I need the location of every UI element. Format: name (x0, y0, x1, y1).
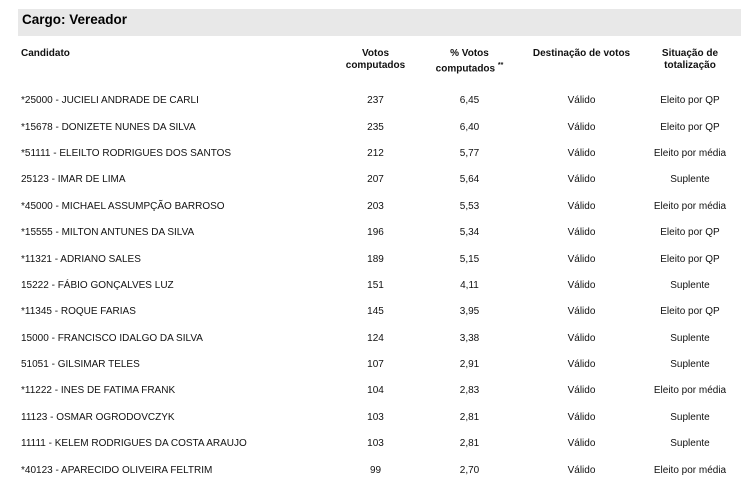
cell-situation: Eleito por QP (660, 121, 720, 133)
header-pct-footnote-mark: ** (497, 62, 504, 69)
section-header (18, 9, 741, 36)
header-votes-line2: computados (345, 60, 406, 71)
cell-situation: Eleito por média (653, 464, 727, 476)
header-votes (339, 48, 412, 88)
cell-candidate: 11123 - OSMAR OGRODOVCZYK (21, 411, 175, 423)
table-row (18, 405, 741, 431)
cell-candidate: *15555 - MILTON ANTUNES DA SILVA (21, 227, 195, 239)
cell-pct: 2,83 (459, 385, 480, 397)
cell-votes: 124 (367, 332, 384, 344)
cell-situation: Suplente (670, 411, 710, 423)
cell-pct: 5,77 (459, 147, 480, 159)
table-row (18, 431, 741, 457)
cell-destination: Válido (567, 306, 596, 318)
table-row (18, 194, 741, 220)
table-row (18, 378, 741, 404)
cell-candidate: 11111 - KELEM RODRIGUES DA COSTA ARAUJO (21, 438, 247, 450)
cell-destination: Válido (567, 200, 596, 212)
table-row (18, 457, 741, 483)
header-pct (412, 48, 527, 88)
cell-situation: Eleito por QP (660, 306, 720, 318)
cell-votes: 212 (367, 147, 384, 159)
cell-pct: 6,45 (459, 95, 480, 107)
cell-situation: Suplente (670, 438, 710, 450)
cell-votes: 189 (367, 253, 384, 265)
cell-votes: 99 (369, 464, 382, 476)
cell-pct: 3,95 (459, 306, 480, 318)
cell-votes: 207 (367, 174, 384, 186)
cell-candidate: *45000 - MICHAEL ASSUMPÇÃO BARROSO (21, 200, 225, 212)
table-row (18, 167, 741, 193)
cell-candidate: *40123 - APARECIDO OLIVEIRA FELTRIM (21, 464, 213, 476)
cell-destination: Válido (567, 174, 596, 186)
cell-situation: Eleito por QP (660, 95, 720, 107)
table-row (18, 220, 741, 246)
cell-votes: 103 (367, 438, 384, 450)
cell-situation: Eleito por média (653, 200, 727, 212)
cell-pct: 5,15 (459, 253, 480, 265)
cell-destination: Válido (567, 385, 596, 397)
header-pct-line2: computados (435, 63, 496, 75)
cell-votes: 196 (367, 227, 384, 239)
header-situation (636, 48, 741, 88)
cell-pct: 2,91 (459, 359, 480, 371)
header-candidate: Candidato (21, 48, 70, 59)
header-destination: Destinação de votos (532, 48, 631, 59)
cell-situation: Suplente (670, 359, 710, 371)
cell-situation: Eleito por QP (660, 253, 720, 265)
cell-candidate: *11222 - INES DE FATIMA FRANK (21, 385, 176, 397)
cell-votes: 104 (367, 385, 384, 397)
cell-situation: Eleito por média (653, 385, 727, 397)
cell-votes: 237 (367, 95, 384, 107)
table-body (18, 88, 741, 484)
cell-destination: Válido (567, 227, 596, 239)
table-row (18, 352, 741, 378)
cell-candidate: *11345 - ROQUE FARIAS (21, 306, 136, 318)
cell-destination: Válido (567, 95, 596, 107)
cell-pct: 5,64 (459, 174, 480, 186)
cell-pct: 2,70 (459, 464, 480, 476)
cell-candidate: *11321 - ADRIANO SALES (21, 253, 141, 265)
table-row (18, 299, 741, 325)
table-row (18, 88, 741, 114)
cell-situation: Suplente (670, 279, 710, 291)
cell-destination: Válido (567, 147, 596, 159)
header-situation-line1: Situação de (661, 48, 719, 59)
cell-situation: Eleito por QP (660, 227, 720, 239)
cell-pct: 6,40 (459, 121, 480, 133)
cell-candidate: 51051 - GILSIMAR TELES (21, 359, 140, 371)
cell-candidate: 15000 - FRANCISCO IDALGO DA SILVA (21, 332, 203, 344)
cell-situation: Eleito por média (653, 147, 727, 159)
cell-votes: 107 (367, 359, 384, 371)
cell-pct: 4,11 (460, 279, 479, 291)
cell-pct: 5,53 (459, 200, 480, 212)
cell-votes: 145 (367, 306, 384, 318)
table-row (18, 326, 741, 352)
table-row (18, 246, 741, 272)
cell-pct: 3,38 (459, 332, 480, 344)
table-header (18, 48, 741, 88)
cell-pct: 2,81 (459, 438, 480, 450)
cell-pct: 2,81 (459, 411, 480, 423)
cell-candidate: 25123 - IMAR DE LIMA (21, 174, 126, 186)
candidates-table (18, 48, 741, 484)
cell-candidate: *25000 - JUCIELI ANDRADE DE CARLI (21, 95, 199, 107)
table-row (18, 273, 741, 299)
cell-votes: 151 (367, 279, 384, 291)
cell-destination: Válido (567, 279, 596, 291)
table-row (18, 141, 741, 167)
cell-destination: Válido (567, 464, 596, 476)
cell-votes: 235 (367, 121, 384, 133)
cell-situation: Suplente (670, 174, 710, 186)
table-row (18, 114, 741, 140)
header-row (18, 48, 741, 88)
cell-situation: Suplente (670, 332, 710, 344)
cell-destination: Válido (567, 438, 596, 450)
header-votes-line1: Votos (361, 48, 390, 59)
cell-votes: 203 (367, 200, 384, 212)
cell-destination: Válido (567, 253, 596, 265)
cell-destination: Válido (567, 359, 596, 371)
section-title: Cargo: Vereador (22, 12, 128, 27)
cell-candidate: 15222 - FÁBIO GONÇALVES LUZ (21, 279, 174, 291)
cell-destination: Válido (567, 332, 596, 344)
cell-candidate: *51111 - ELEILTO RODRIGUES DOS SANTOS (21, 147, 232, 159)
cell-candidate: *15678 - DONIZETE NUNES DA SILVA (21, 121, 196, 133)
header-situation-line2: totalização (664, 60, 716, 71)
cell-destination: Válido (567, 411, 596, 423)
cell-pct: 5,34 (459, 227, 480, 239)
header-pct-line1: % Votos (450, 48, 489, 59)
cell-votes: 103 (367, 411, 384, 423)
cell-destination: Válido (567, 121, 596, 133)
